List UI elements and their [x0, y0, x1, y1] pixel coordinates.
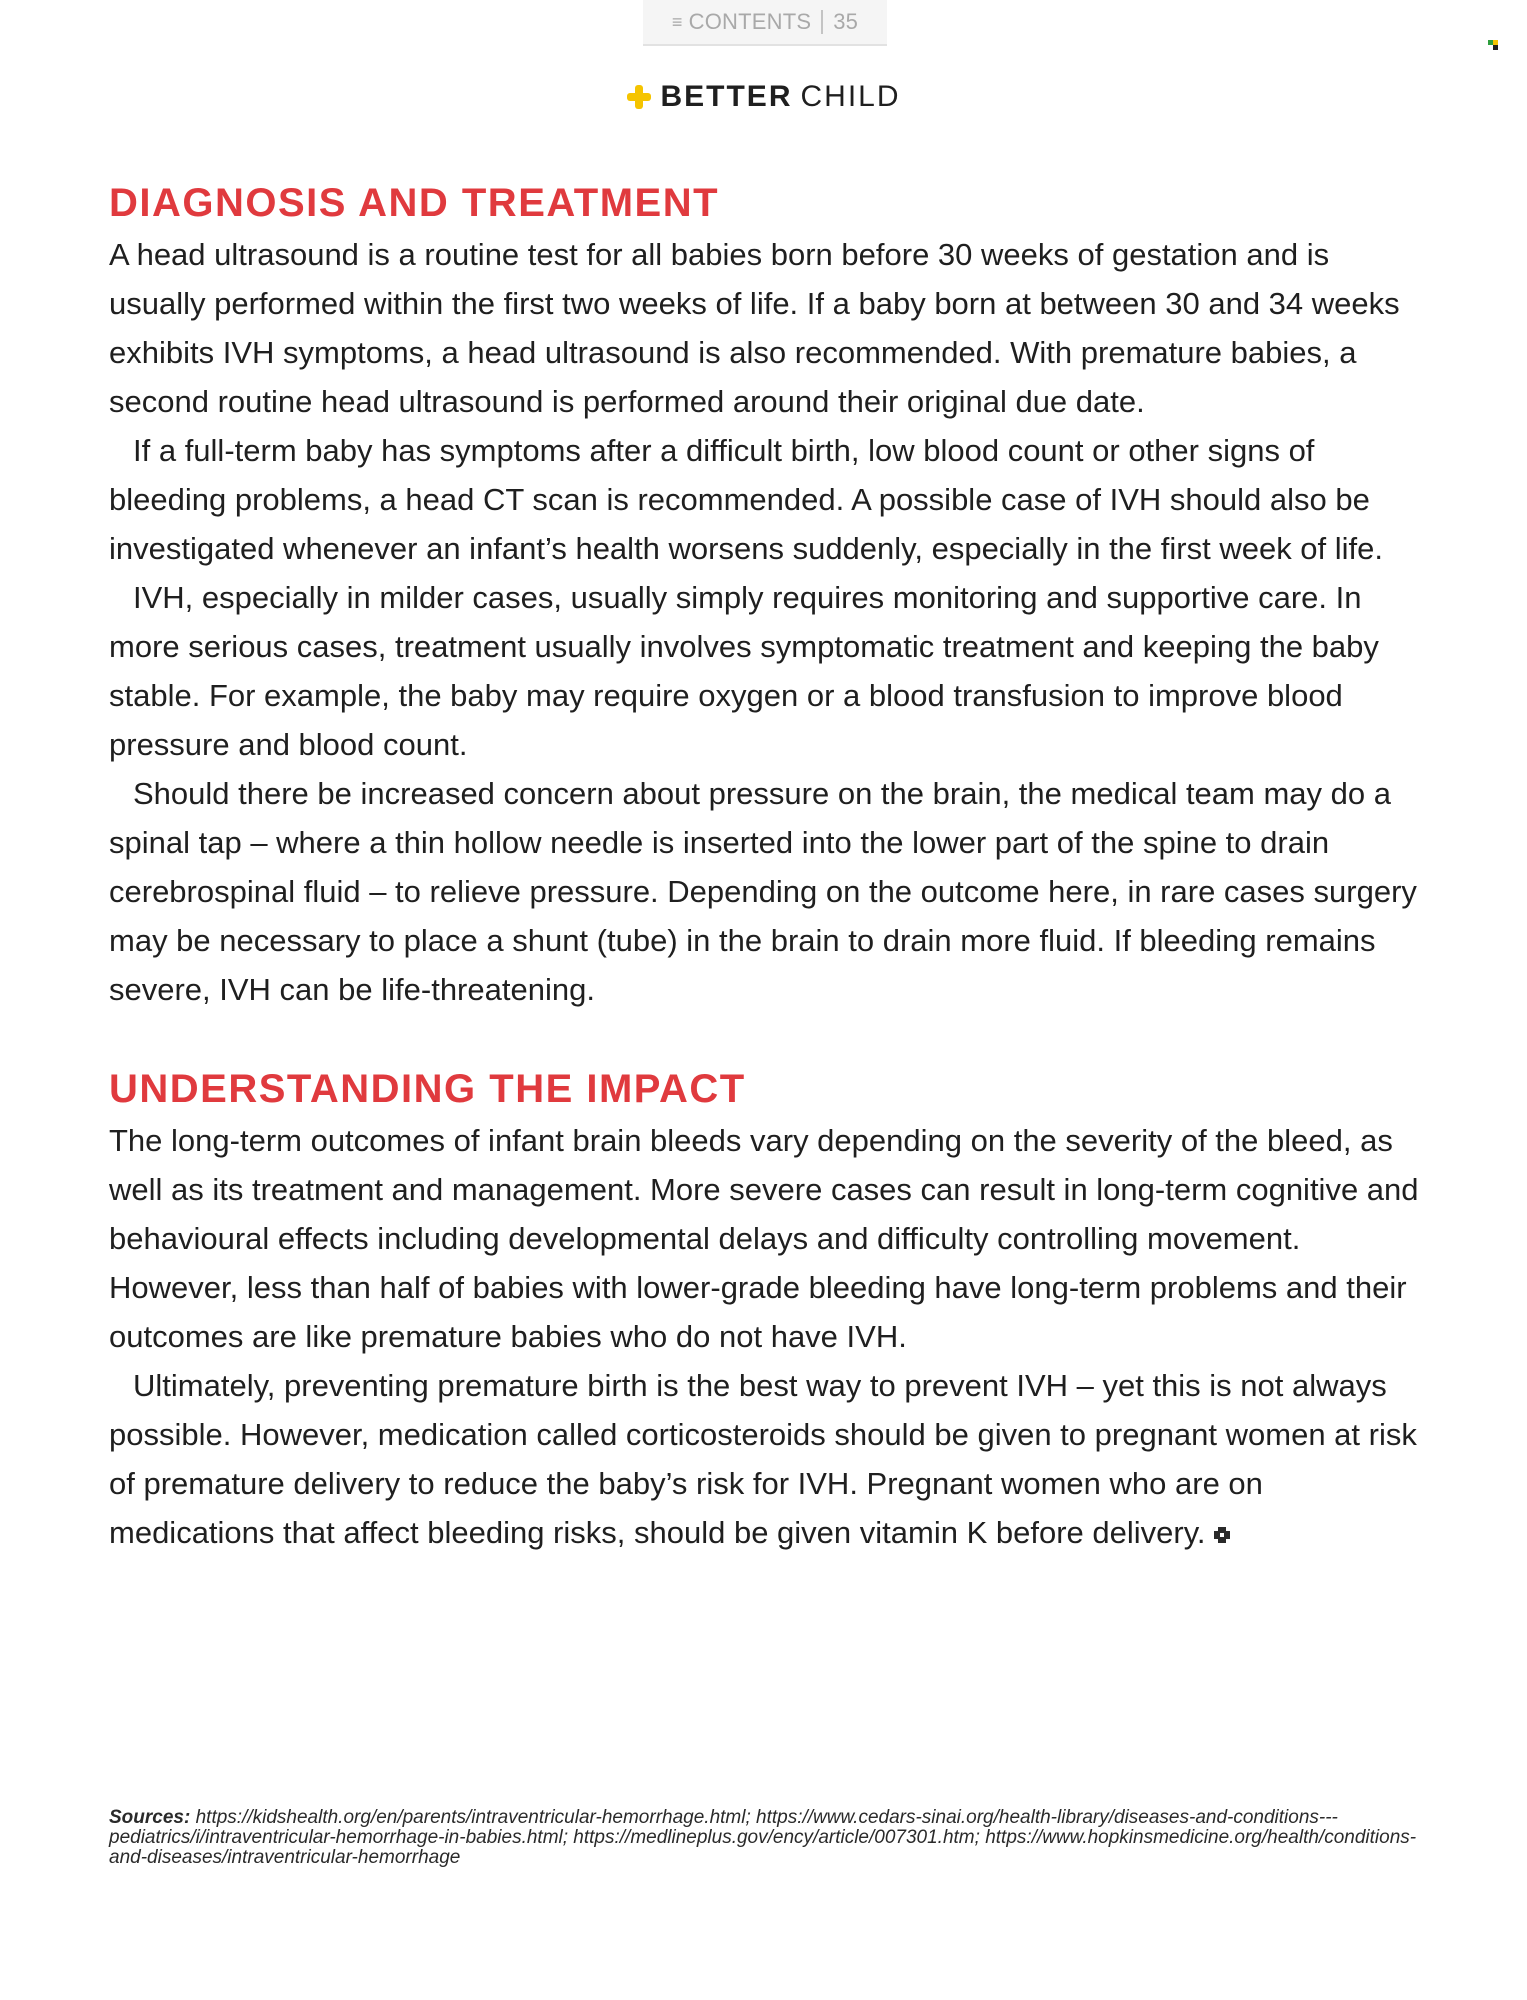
- page-number: 35: [833, 9, 859, 34]
- brand-light: CHILD: [800, 80, 901, 113]
- paragraph-final: [109, 1361, 1429, 1557]
- paragraph: The long-term outcomes of infant brain bleeds vary depending on the severity of the bleed, as well as its treatment and management. More severe cases can result in long-term cognitive and behavioural effects including developmental delays and difficulty controlling movement. However, less than half of babies with lower-grade bleeding have long-term problems and their outcomes are like premature babies who do not have IVH.: [109, 1123, 1419, 1354]
- paragraph: Should there be increased concern about pressure on the brain, the medical team may do a spinal tap – where a thin hollow needle is inserted into the lower part of the spine to drain cerebrospinal fluid – to relieve pressure. Depending on the outcome here, in rare cases surgery may be necessary to place a shunt (tube) in the brain to drain more fluid. If bleeding remains severe, IVH can be life-threatening.: [109, 776, 1417, 1007]
- section-heading-impact: UNDERSTANDING THE IMPACT: [109, 1067, 746, 1111]
- paragraph-final-text: Ultimately, preventing premature birth is the best way to prevent IVH – yet this is not always possible. However, medication called corticosteroids should be given to pregnant women at risk of premature delivery to reduce the baby’s risk for IVH. Pregnant women who are on medications that affect bleeding risks, should be given vitamin K before delivery.: [109, 1368, 1417, 1550]
- sources-note: [109, 1808, 1429, 1868]
- contents-label[interactable]: CONTENTS: [688, 9, 812, 34]
- end-of-article-icon: [1214, 1527, 1230, 1543]
- contents-tab[interactable]: [643, 0, 887, 46]
- section-heading-diagnosis: DIAGNOSIS AND TREATMENT: [109, 181, 720, 225]
- article-body: [109, 176, 1429, 1557]
- paragraph: A head ultrasound is a routine test for all babies born before 30 weeks of gestation and is usually performed within the first two weeks of life. If a baby born at between 30 and 34 weeks exhibits IVH symptoms, a head ultrasound is also recommended. With premature babies, a second routine head ultrasound is performed around their original due date.: [109, 237, 1400, 419]
- magazine-brand: [0, 80, 1527, 114]
- tab-separator: [821, 10, 823, 34]
- brand-strong: BETTER: [660, 80, 793, 113]
- sources-label: Sources:: [109, 1807, 191, 1828]
- section-spacer: [109, 1014, 1429, 1062]
- corner-mark-icon: [1488, 40, 1498, 50]
- paragraph: If a full-term baby has symptoms after a difficult birth, low blood count or other signs of bleeding problems, a head CT scan is recommended. A possible case of IVH should also be investigated whenever an infant’s health worsens suddenly, especially in the first week of life.: [109, 433, 1384, 566]
- menu-icon: ≡: [671, 11, 683, 32]
- sources-text: https://kidshealth.org/en/parents/intraventricular-hemorrhage.html; https://www.cedars-sinai.org/health-library/diseases-and-conditions---pediatrics/i/intraventricular-hemorrhage-in-babies.html; https://medlineplus.gov/ency/article/007301.htm; https://www.hopkinsmedicine.org/health/conditions-and-diseases/intraventricular-hemorrhage: [109, 1807, 1417, 1868]
- yellow-cross-icon: [626, 84, 652, 110]
- paragraph: IVH, especially in milder cases, usually simply requires monitoring and supportive care. In more serious cases, treatment usually involves symptomatic treatment and keeping the baby stable. For example, the baby may require oxygen or a blood transfusion to improve blood pressure and blood count.: [109, 580, 1379, 762]
